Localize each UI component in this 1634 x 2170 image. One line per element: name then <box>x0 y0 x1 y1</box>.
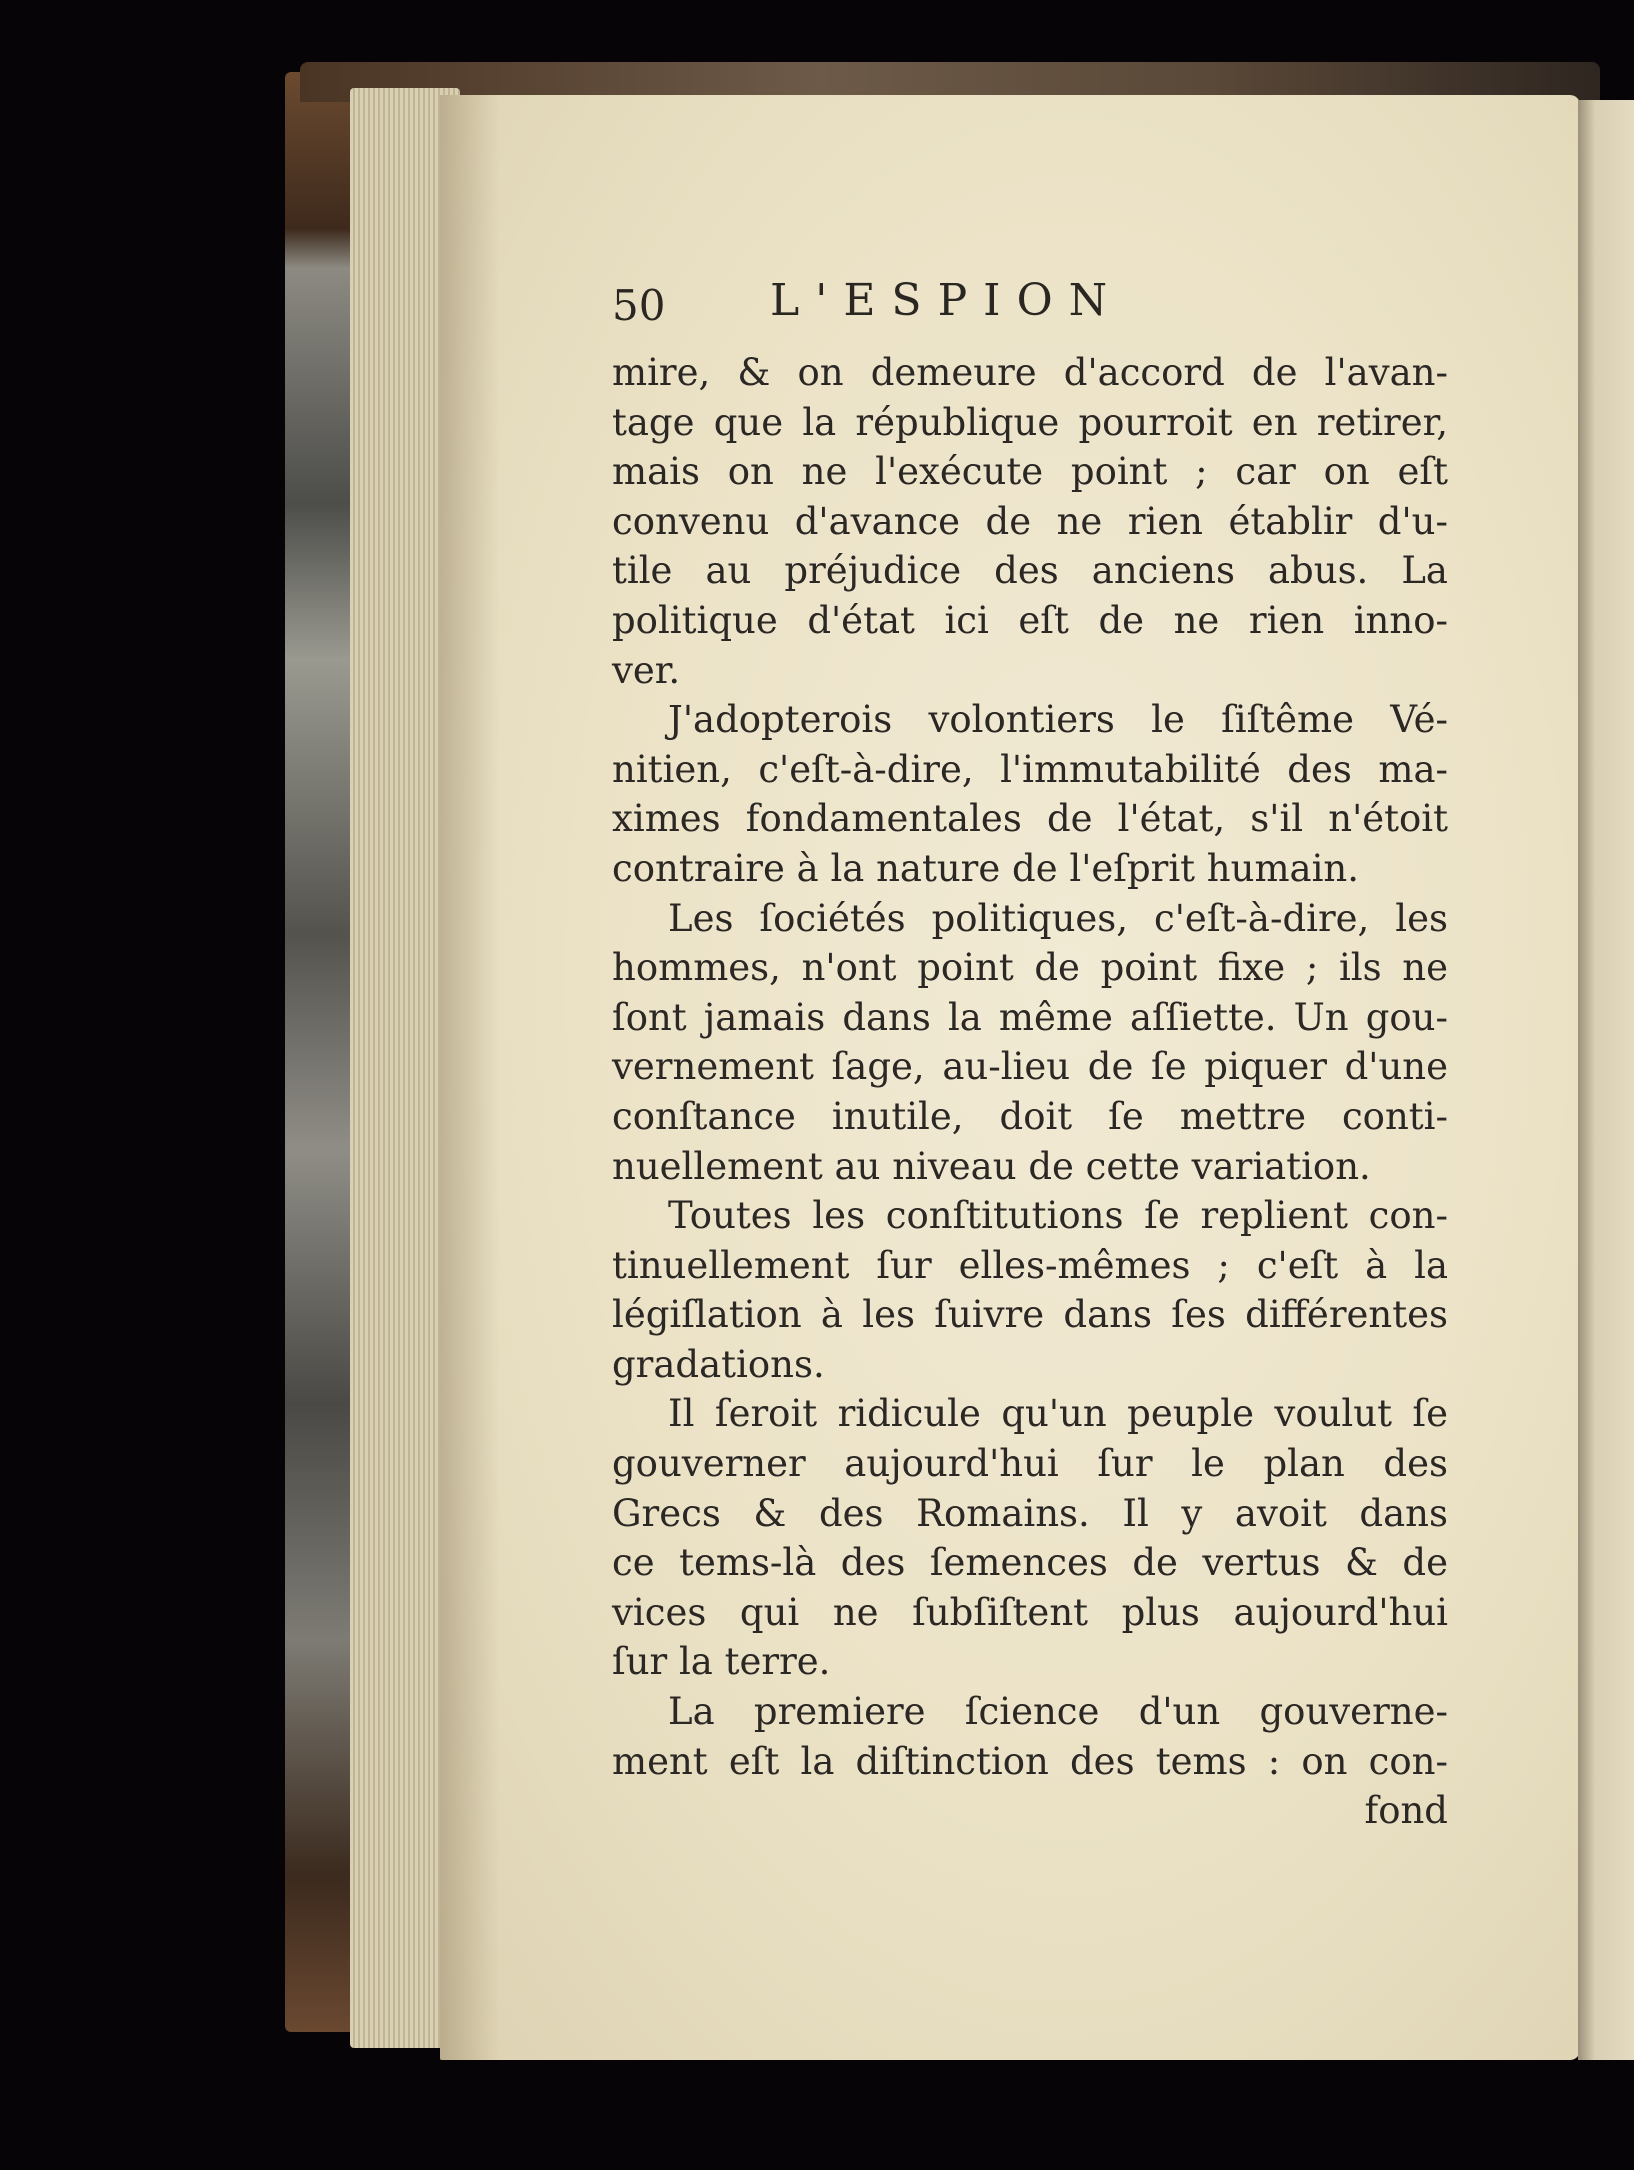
text-line: mire, & on demeure d'accord de l'avan- <box>612 351 1448 394</box>
paragraph-start: Toutes les conſtitutions ſe replient con- <box>668 1194 1448 1238</box>
text-line: ment eſt la diſtinction des tems : on con- <box>612 1739 1448 1783</box>
text-line: mais on ne l'exécute point ; car on eſt <box>612 450 1448 494</box>
text-line: convenu d'avance de ne rien établir d'u- <box>612 499 1448 543</box>
text-line: ximes fondamentales de l'état, s'il n'étoit <box>612 797 1448 841</box>
text-line: vices qui ne ſubſiſtent plus aujourd'hui <box>612 1590 1448 1634</box>
text-line: vernement ſage, au-lieu de ſe piquer d'une <box>612 1045 1448 1089</box>
text-line: conſtance inutile, doit ſe mettre conti- <box>612 1094 1448 1138</box>
body-text <box>612 348 1448 1836</box>
text-line: gradations. <box>612 1342 825 1386</box>
text-line: nitien, c'eſt-à-dire, l'immutabilité des ma- <box>612 747 1448 791</box>
paragraph-start: La premiere ſcience d'un gouverne- <box>668 1690 1448 1734</box>
text-line: politique d'état ici eſt de ne rien inno- <box>612 598 1448 642</box>
text-line: tinuellement ſur elles-mêmes ; c'eſt à la <box>612 1243 1448 1287</box>
paragraph-start: Les ſociétés politiques, c'eſt-à-dire, les <box>668 896 1448 940</box>
text-line: gouverner aujourd'hui ſur le plan des <box>612 1442 1448 1486</box>
text-line: hommes, n'ont point de point fixe ; ils ne <box>612 946 1448 990</box>
facing-page-edge <box>1578 100 1634 2060</box>
text-line: tage que la république pourroit en retirer, <box>612 400 1448 444</box>
text-line: tile au préjudice des anciens abus. La <box>612 549 1448 593</box>
text-line: contraire à la nature de l'eſprit humain. <box>612 846 1360 890</box>
gutter-shadow <box>440 95 500 2060</box>
paragraph-start: Il ſeroit ridicule qu'un peuple voulut ſe <box>668 1392 1448 1436</box>
page-number: 50 <box>612 281 666 330</box>
text-line: ſur la terre. <box>612 1640 831 1684</box>
paragraph-start: J'adopterois volontiers le ſiſtême Vé- <box>668 698 1448 742</box>
text-line: légiſlation à les ſuivre dans ſes différentes <box>612 1293 1448 1337</box>
text-line: ce tems-là des ſemences de vertus & de <box>612 1541 1448 1585</box>
text-line: nuellement au niveau de cette variation. <box>612 1144 1371 1188</box>
page-header <box>612 275 1462 335</box>
text-line: ver. <box>612 648 681 692</box>
running-title: L'ESPION <box>770 275 1124 326</box>
text-line: ſont jamais dans la même aſſiette. Un gou- <box>612 995 1448 1039</box>
catchword: fond <box>1364 1789 1448 1833</box>
text-line: Grecs & des Romains. Il y avoit dans <box>612 1491 1448 1535</box>
